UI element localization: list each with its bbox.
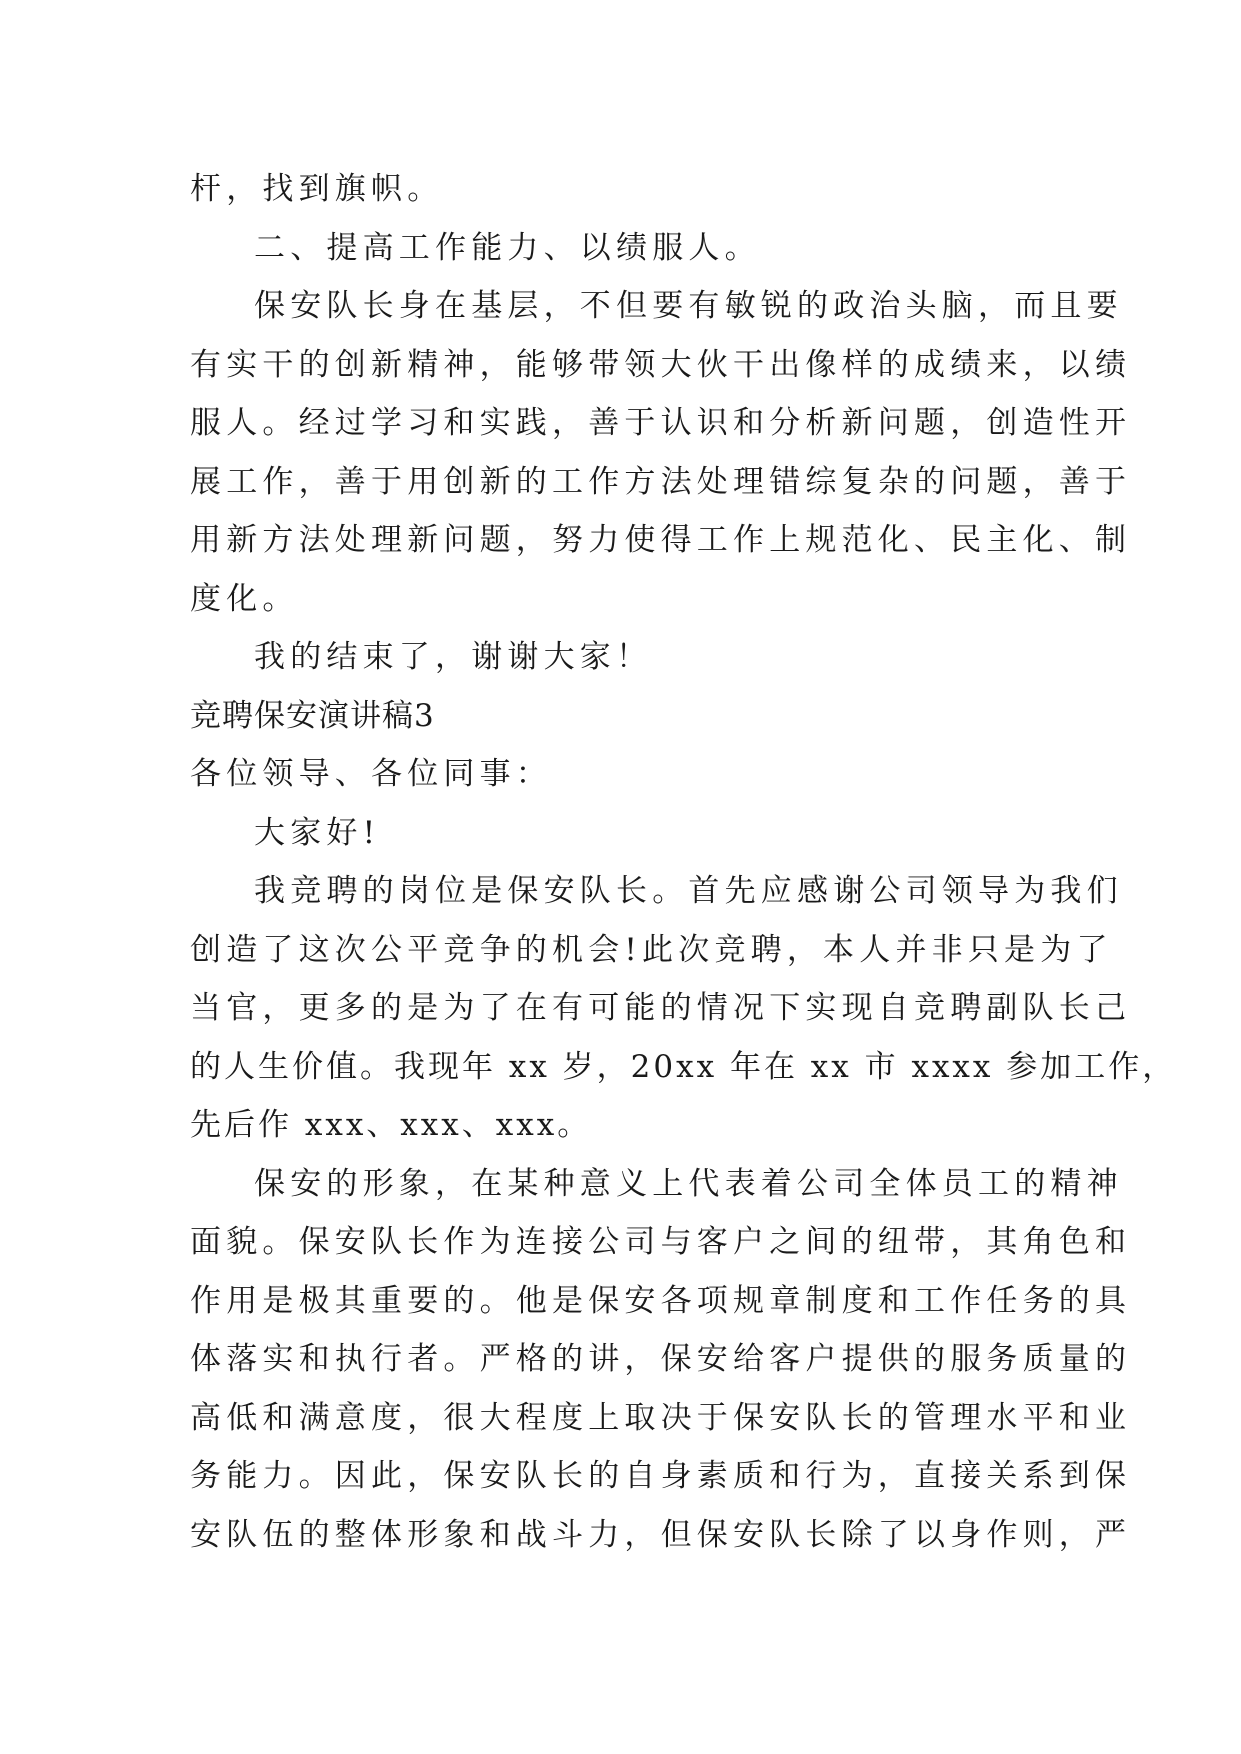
section-heading: 二、提高工作能力、以绩服人。 [254,229,761,266]
paragraph-line: 的人生价值。我现年 xx 岁，20xx 年在 xx 市 xxxx 参加工作， [190,1048,1177,1085]
speech-title: 竞聘保安演讲稿3 [190,697,435,734]
paragraph-line: 我竞聘的岗位是保安队长。首先应感谢公司领导为我们 [254,873,1123,909]
paragraph-line: 作用是极其重要的。他是保安各项规章制度和工作任务的具 [190,1282,1132,1319]
paragraph-line: 度化。 [190,580,299,617]
paragraph-line: 服人。经过学习和实践，善于认识和分析新问题，创造性开 [190,405,1132,441]
paragraph-line: 保安队长身在基层，不但要有敏锐的政治头脑，而且要 [254,288,1123,324]
salutation: 各位领导、各位同事： [190,756,552,792]
closing-line: 我的结束了，谢谢大家！ [254,639,653,675]
paragraph-line: 创造了这次公平竞争的机会!此次竞聘，本人并非只是为了 [190,931,1113,968]
paragraph-line: 展工作，善于用创新的工作方法处理错综复杂的问题，善于 [190,463,1132,500]
document-body [190,160,1177,1564]
paragraph-line: 当官，更多的是为了在有可能的情况下实现自竞聘副队长己 [190,990,1132,1026]
paragraph-line: 用新方法处理新问题，努力使得工作上规范化、民主化、制 [190,522,1132,558]
paragraph-line: 体落实和执行者。严格的讲，保安给客户提供的服务质量的 [190,1341,1132,1377]
paragraph-line: 有实干的创新精神，能够带领大伙干出像样的成绩来，以绩 [190,346,1132,383]
paragraph-line: 务能力。因此，保安队长的自身素质和行为，直接关系到保 [190,1458,1132,1494]
paragraph-line: 高低和满意度，很大程度上取决于保安队长的管理水平和业 [190,1399,1132,1436]
paragraph-line: 安队伍的整体形象和战斗力，但保安队长除了以身作则，严 [190,1516,1132,1553]
paragraph-line: 杆，找到旗帜。 [190,171,444,207]
paragraph-line: 面貌。保安队长作为连接公司与客户之间的纽带，其角色和 [190,1224,1132,1260]
paragraph-line: 保安的形象，在某种意义上代表着公司全体员工的精神 [254,1165,1123,1202]
paragraph-line: 先后作 xxx、xxx、xxx。 [190,1107,592,1143]
greeting: 大家好! [254,814,381,851]
